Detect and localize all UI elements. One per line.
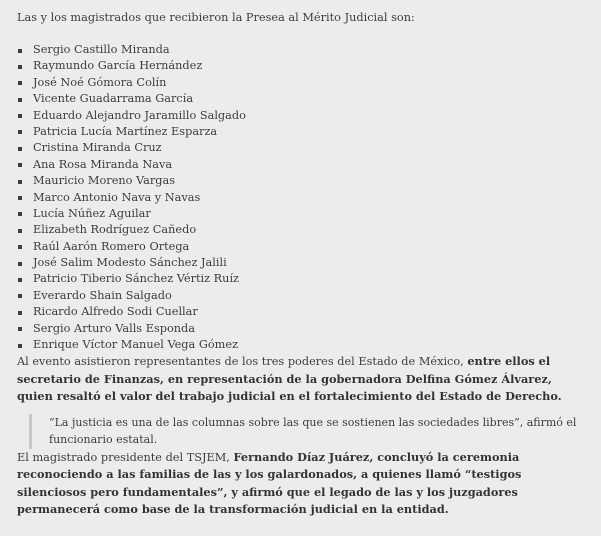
bullet-icon [18, 245, 22, 249]
bullet-icon [18, 49, 22, 53]
list-item [17, 157, 587, 173]
bullet-icon [18, 65, 22, 69]
recipient-name: Enrique Víctor Manuel Vega Gómez [33, 338, 239, 352]
event-paragraph-bold: entre ellos el secretario de Finanzas, en representación de la gobernadora Delfina Gómez Álvarez, quien resaltó el valor del trabajo judicial en el fortalecimiento del Estado de Derecho. [17, 354, 562, 404]
bullet-icon [18, 114, 22, 118]
list-item [17, 173, 587, 189]
recipient-name: Sergio Arturo Valls Esponda [33, 321, 196, 335]
bullet-icon [18, 278, 22, 282]
bullet-icon [18, 311, 22, 315]
recipient-name: Patricia Lucía Martínez Esparza [33, 124, 218, 138]
article-body [17, 0, 587, 519]
recipient-name: Elizabeth Rodríguez Cañedo [33, 223, 197, 237]
list-item [17, 91, 587, 107]
list-item [17, 304, 587, 320]
recipient-name: Ana Rosa Miranda Nava [33, 157, 173, 171]
closing-paragraph-text: El magistrado presidente del TSJEM, [17, 450, 234, 464]
list-item [17, 75, 587, 91]
list-item [17, 255, 587, 271]
list-item [17, 337, 587, 353]
list-item [17, 288, 587, 304]
recipient-name: Lucía Núñez Aguilar [33, 206, 151, 220]
recipient-name: Ricardo Alfredo Sodi Cuellar [33, 305, 198, 319]
recipient-name: Everardo Shain Salgado [33, 288, 172, 302]
bullet-icon [18, 81, 22, 85]
bullet-icon [18, 262, 22, 266]
recipient-name: Cristina Miranda Cruz [33, 141, 162, 155]
bullet-icon [18, 180, 22, 184]
event-paragraph [17, 353, 587, 406]
recipient-name: Raymundo García Hernández [33, 59, 203, 73]
recipient-name: José Salim Modesto Sánchez Jalili [33, 256, 227, 270]
list-item [17, 124, 587, 140]
list-item [17, 108, 587, 124]
list-item [17, 58, 587, 74]
closing-paragraph [17, 449, 587, 519]
recipient-name: Sergio Castillo Miranda [33, 43, 170, 56]
list-item [17, 222, 587, 238]
list-item [17, 190, 587, 206]
bullet-icon [18, 327, 22, 331]
bullet-icon [18, 212, 22, 216]
recipient-name: José Noé Gómora Colín [33, 75, 167, 89]
event-paragraph-text: Al evento asistieron representantes de los tres poderes del Estado de México, [17, 355, 468, 369]
recipient-name: Patricio Tiberio Sánchez Vértiz Ruíz [33, 272, 240, 286]
recipient-name: Vicente Guadarrama García [33, 92, 194, 106]
bullet-icon [18, 196, 22, 200]
closing-paragraph-bold: Fernando Díaz Juárez, concluyó la ceremonia reconociendo a las familias de las y los galardonados, a quienes llamó “testigos silenciosos pero fundamentales”, y afirmó que el legado de las y los juzgadores permanecerá como base de la transformación judicial en la entidad. [17, 449, 522, 517]
recipient-name: Eduardo Alejandro Jaramillo Salgado [33, 108, 246, 122]
quote-text: “La justicia es una de las columnas sobre las que se sostienen las sociedades libres”, afirmó el funcionario estatal. [49, 415, 577, 447]
bullet-icon [18, 163, 22, 167]
list-item [17, 140, 587, 156]
bullet-icon [18, 147, 22, 151]
recipient-name: Raúl Aarón Romero Ortega [33, 239, 190, 253]
bullet-icon [18, 344, 22, 348]
bullet-icon [18, 229, 22, 233]
list-item [17, 271, 587, 287]
list-item [17, 321, 587, 337]
intro-text: Las y los magistrados que recibieron la Presea al Mérito Judicial son: [17, 11, 415, 24]
recipient-name: Mauricio Moreno Vargas [33, 174, 176, 188]
recipient-name: Marco Antonio Nava y Navas [33, 190, 201, 204]
blockquote [29, 414, 587, 449]
recipients-list [17, 42, 587, 353]
list-item [17, 42, 587, 58]
list-item [17, 206, 587, 222]
list-item [17, 239, 587, 255]
bullet-icon [18, 294, 22, 298]
bullet-icon [18, 130, 22, 134]
bullet-icon [18, 98, 22, 102]
